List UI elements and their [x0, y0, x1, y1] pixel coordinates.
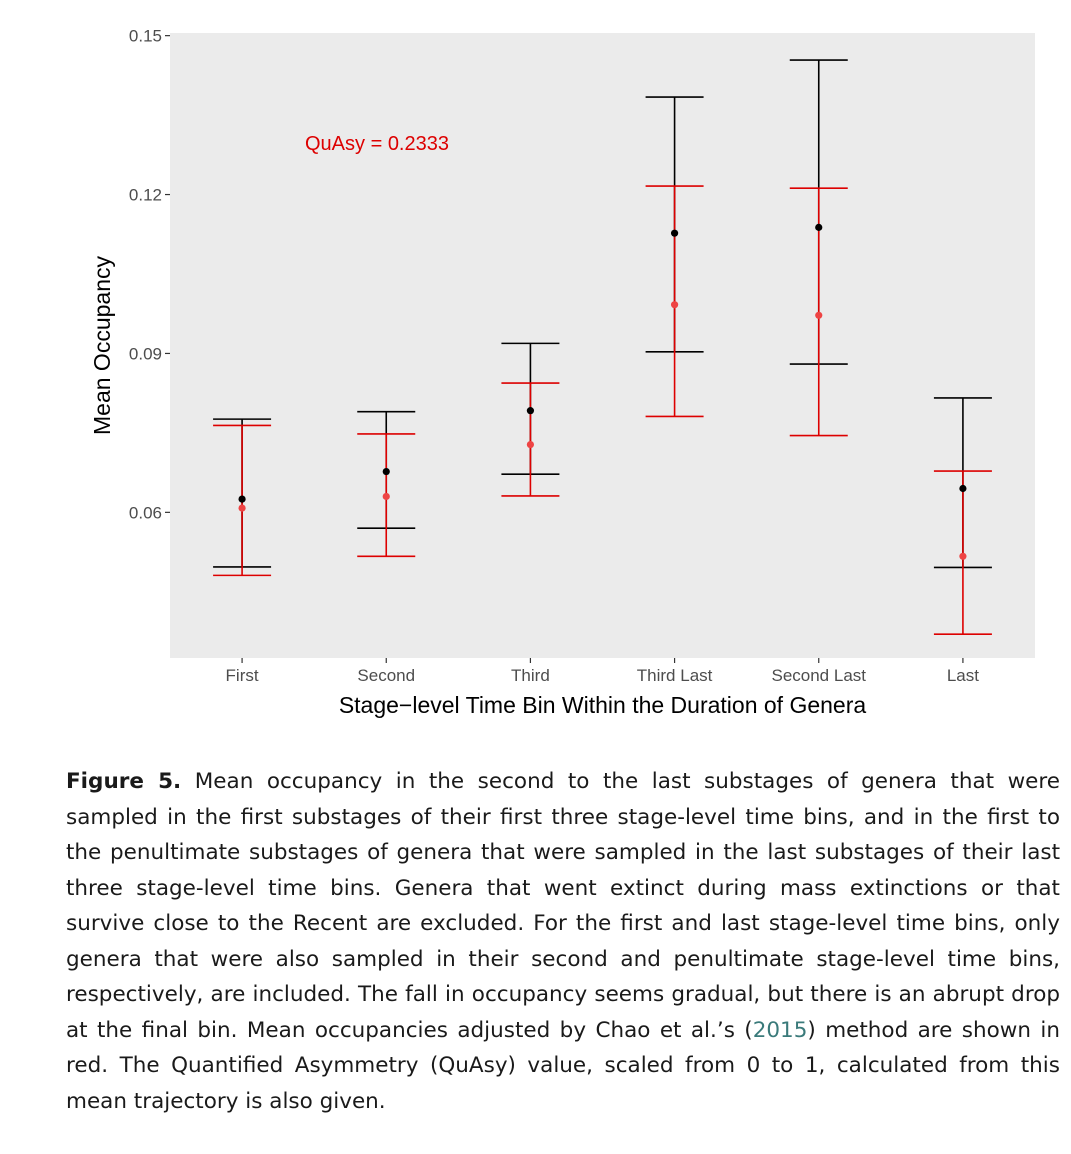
figure-caption	[66, 764, 1060, 1119]
mean-point	[238, 496, 245, 503]
x-tick-label: First	[225, 666, 259, 685]
mean-point	[815, 312, 822, 319]
mean-point	[959, 485, 966, 492]
x-tick-label: Second	[357, 666, 416, 685]
mean-point	[238, 505, 245, 512]
y-tick-label: 0.09	[128, 344, 162, 364]
mean-point	[815, 224, 822, 231]
x-axis-title: Stage−level Time Bin Within the Duration of Genera	[338, 692, 867, 718]
mean-point	[527, 407, 534, 414]
caption-text-end: ) method are shown in red. The Quantified Asymmetry (QuAsy) value, scaled from 0 to 1, calculated from this mean trajectory is also given.	[66, 1017, 1060, 1114]
quasy-annotation: QuAsy = 0.2333	[305, 133, 449, 155]
x-tick-label: Third Last	[636, 666, 713, 685]
mean-point	[383, 468, 390, 475]
figure-label: Figure 5.	[66, 769, 182, 794]
y-tick-label: 0.15	[128, 26, 162, 46]
plot-panel	[170, 33, 1035, 658]
y-axis-title: Mean Occupancy	[89, 256, 115, 435]
mean-point	[383, 493, 390, 500]
mean-point	[671, 301, 678, 308]
x-tick-label: Second Last	[771, 666, 867, 685]
y-axis	[129, 27, 170, 523]
x-tick-label: Third	[511, 666, 550, 685]
x-tick-label: Last	[946, 666, 979, 685]
mean-point	[527, 441, 534, 448]
caption-text: Mean occupancy in the second to the last substages of genera that were sampled in the first substages of their first three stage-level time bins, and in the first to the penultimate substages of genera that were sampled in the last substages of their last three stage-level time bins. Genera that went extinct during mass extinctions or that survive close to the Recent are excluded. For the first and last stage-level time bins, only genera that were also sampled in their second and penultimate stage-level time bins, respectively, are included. The fall in occupancy seems gradual, but there is an abrupt drop at the final bin. Mean occupancies adjusted by Chao et al.’s (	[66, 769, 1060, 1043]
y-tick-label: 0.12	[128, 185, 162, 205]
mean-point	[959, 553, 966, 560]
y-tick-label: 0.06	[128, 503, 162, 523]
mean-point	[671, 230, 678, 237]
citation-link[interactable]: 2015	[752, 1017, 808, 1043]
x-axis	[226, 658, 980, 685]
